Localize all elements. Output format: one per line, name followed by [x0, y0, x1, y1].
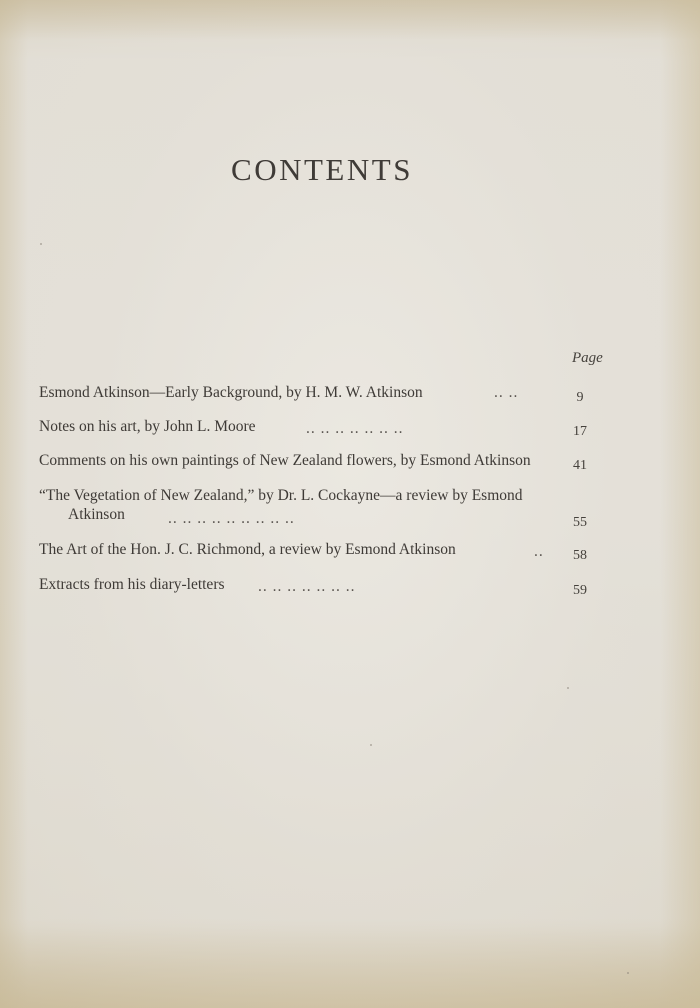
toc-entry — [39, 384, 423, 402]
page-edge-top — [0, 0, 700, 40]
toc-entry-title: Comments on his own paintings of New Zealand flowers, by Esmond Atkinson — [39, 452, 531, 469]
toc-page-number: 41 — [573, 458, 587, 473]
toc-entry — [39, 452, 531, 470]
toc-leader-dots: .. .. .. .. .. .. .. — [258, 578, 356, 595]
toc-page-number: 59 — [573, 583, 587, 598]
toc-entry-title: Notes on his art, by John L. Moore — [39, 418, 256, 435]
toc-entry — [39, 418, 256, 436]
toc-entry-title: Esmond Atkinson—Early Background, by H. M. W. Atkinson — [39, 384, 423, 401]
toc-page-number: 17 — [573, 424, 587, 439]
page-edge-right — [660, 0, 700, 1008]
toc-entry-title-line2: Atkinson — [68, 506, 125, 523]
toc-leader-dots: .. .. .. .. .. .. .. — [306, 420, 404, 437]
page-title: CONTENTS — [231, 152, 413, 187]
paper-speck — [40, 243, 42, 245]
toc-page-number: 55 — [573, 515, 587, 530]
toc-entry-continuation — [68, 506, 125, 524]
toc-entry — [39, 487, 523, 505]
toc-leader-dots: .. .. .. .. .. .. .. .. .. — [168, 510, 295, 527]
paper-speck — [370, 744, 372, 746]
toc-leader-dots: .. — [534, 543, 544, 560]
toc-entry — [39, 541, 456, 559]
toc-entry-title: Extracts from his diary-letters — [39, 576, 225, 593]
toc-page-number: 9 — [576, 390, 584, 405]
toc-entry — [39, 576, 225, 594]
toc-entry-title: “The Vegetation of New Zealand,” by Dr. L. Cockayne—a review by Esmond — [39, 487, 523, 504]
paper-speck — [567, 687, 569, 689]
toc-entry-title: The Art of the Hon. J. C. Richmond, a review by Esmond Atkinson — [39, 541, 456, 558]
toc-page-number: 58 — [573, 548, 587, 563]
toc-leader-dots: .. .. — [494, 384, 519, 401]
page-edge-bottom — [0, 918, 700, 1008]
paper-speck — [627, 972, 629, 974]
page-column-label: Page — [572, 350, 603, 366]
